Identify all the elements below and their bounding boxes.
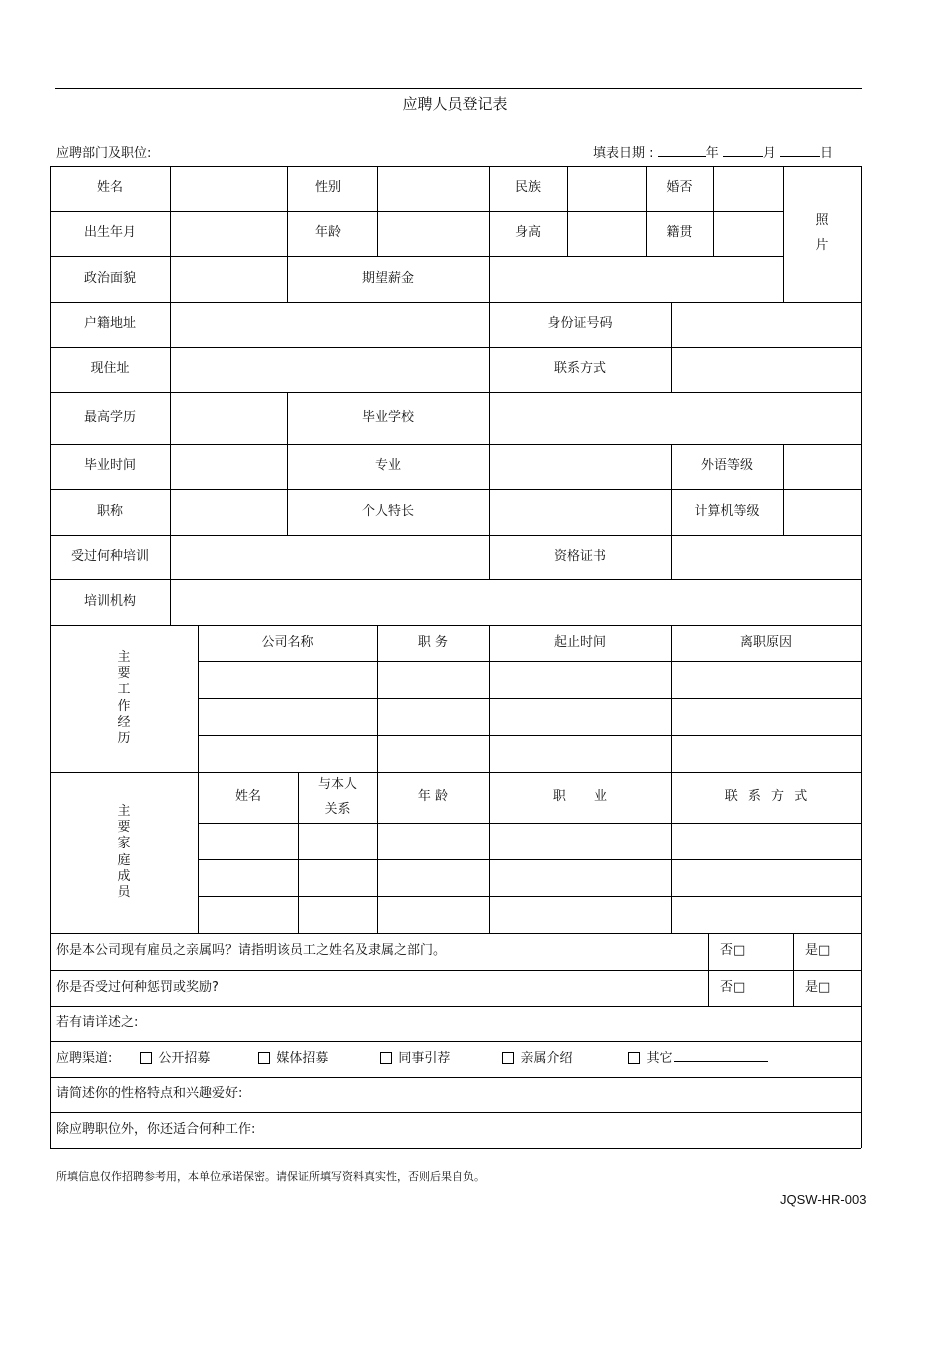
field-salary[interactable] [489, 256, 783, 302]
field-specialty[interactable] [489, 489, 671, 535]
label-foreign-lang: 外语等级 [700, 458, 753, 474]
channel-other[interactable] [628, 1047, 768, 1072]
family-row[interactable] [198, 859, 861, 896]
work-label-char: 历 [117, 731, 131, 746]
family-label-char: 员 [117, 885, 131, 900]
label-training: 受过何种培训 [70, 548, 149, 564]
field-title-rank[interactable] [170, 489, 287, 535]
work-row[interactable] [198, 661, 861, 698]
label-salary: 期望薪金 [361, 270, 414, 286]
work-label-char: 工 [117, 682, 131, 698]
channel-colleague-label: 同事引荐 [398, 1050, 451, 1066]
doc-code: JQSW-HR-003 [780, 1192, 867, 1207]
field-grad-time[interactable] [170, 444, 287, 489]
channel-other-label: 其它 [646, 1050, 673, 1066]
family-label-char: 要 [117, 820, 131, 835]
channel-public-label: 公开招募 [158, 1050, 211, 1066]
family-label-char: 主 [117, 803, 131, 819]
field-marital[interactable] [713, 166, 783, 211]
field-height[interactable] [567, 211, 646, 256]
channel-relative-label: 亲属介绍 [520, 1050, 573, 1066]
field-name[interactable] [170, 166, 287, 211]
work-header-period: 起止时间 [553, 634, 606, 650]
relative-no-checkbox[interactable]: 否□ [720, 943, 746, 959]
work-row[interactable] [198, 735, 861, 772]
family-header-contact: 联 系 方 式 [724, 789, 808, 805]
form-title: 应聘人员登记表 [402, 95, 508, 113]
checkbox-icon [502, 1052, 514, 1064]
field-ethnicity[interactable] [567, 166, 646, 211]
checkbox-icon [140, 1052, 152, 1064]
label-specialty: 个人特长 [361, 503, 414, 519]
label-title-rank: 职称 [96, 503, 123, 519]
label-hukou: 户籍地址 [83, 316, 136, 332]
field-contact[interactable] [671, 347, 861, 392]
family-header-age: 年 龄 [417, 789, 449, 805]
label-birth: 出生年月 [83, 225, 136, 241]
field-computer[interactable] [783, 489, 861, 535]
label-institution: 培训机构 [83, 593, 136, 609]
field-gender[interactable] [377, 166, 489, 211]
label-education: 最高学历 [83, 409, 136, 425]
label-gender: 性别 [315, 180, 342, 196]
work-history-label [50, 625, 198, 772]
label-major: 专业 [374, 458, 401, 474]
family-header-relation-1: 与本人 [317, 777, 357, 793]
work-header-reason: 离职原因 [739, 634, 792, 650]
field-major[interactable] [489, 444, 671, 489]
family-label-char: 家 [117, 836, 131, 852]
field-native[interactable] [713, 211, 783, 256]
label-id-number: 身份证号码 [547, 316, 613, 332]
family-header-name: 姓名 [234, 789, 261, 805]
photo-char-2: 片 [815, 238, 829, 253]
field-hukou[interactable] [170, 302, 489, 347]
field-address[interactable] [170, 347, 489, 392]
field-id-number[interactable] [671, 302, 861, 347]
label-age: 年龄 [315, 225, 342, 241]
work-row[interactable] [198, 698, 861, 735]
family-row[interactable] [198, 823, 861, 859]
label-ethnicity: 民族 [514, 180, 541, 196]
family-header-relation-2: 关系 [324, 801, 351, 817]
work-label-char: 主 [117, 649, 131, 665]
year-label: 年 [705, 146, 719, 161]
day-label: 日 [820, 146, 834, 161]
field-institution[interactable] [170, 579, 861, 625]
question-other-job[interactable]: 除应聘职位外，你还适合何种工作: [56, 1121, 256, 1137]
channel-other-blank[interactable] [674, 1047, 768, 1062]
work-label-char: 要 [117, 666, 131, 681]
dept-position-label: 应聘部门及职位: [56, 146, 152, 161]
label-computer: 计算机等级 [694, 503, 760, 519]
question-relative: 你是本公司现有雇员之亲属吗？请指明该员工之姓名及隶属之部门。 [56, 943, 447, 959]
month-label: 月 [762, 146, 776, 161]
family-label-char: 庭 [117, 852, 131, 868]
channel-media-label: 媒体招募 [276, 1050, 329, 1066]
channel-row [50, 1041, 861, 1077]
label-name: 姓名 [96, 180, 123, 196]
channel-label: 应聘渠道: [56, 1050, 113, 1066]
family-header-job: 职 业 [552, 789, 608, 805]
family-header-relation [298, 772, 377, 823]
fill-date-label: 填表日期 [593, 146, 646, 161]
footer-note: 所填信息仅作招聘参考用，本单位承诺保密。请保证所填写资料真实性，否则后果自负。 [56, 1170, 485, 1183]
checkbox-icon [628, 1052, 640, 1064]
field-school[interactable] [489, 392, 861, 444]
family-row[interactable] [198, 896, 861, 933]
label-political: 政治面貌 [83, 270, 136, 286]
label-grad-time: 毕业时间 [83, 458, 136, 474]
family-label [50, 772, 198, 933]
field-age[interactable] [377, 211, 489, 256]
work-label-char: 经 [117, 714, 131, 730]
field-training[interactable] [170, 535, 489, 579]
channel-public[interactable] [140, 1047, 210, 1072]
channel-colleague[interactable] [380, 1047, 450, 1072]
field-birth[interactable] [170, 211, 287, 256]
field-foreign-lang[interactable] [783, 444, 861, 489]
field-certificate[interactable] [671, 535, 861, 579]
label-height: 身高 [514, 225, 541, 241]
photo-char-1: 照 [815, 213, 829, 229]
channel-media[interactable] [258, 1047, 328, 1072]
label-address: 现住址 [90, 361, 130, 377]
label-native: 籍贯 [666, 225, 693, 241]
field-education[interactable] [170, 392, 287, 444]
label-certificate: 资格证书 [553, 548, 606, 564]
label-marital: 婚否 [666, 180, 693, 196]
family-label-char: 成 [117, 868, 131, 884]
label-school: 毕业学校 [361, 409, 414, 425]
relative-yes-checkbox[interactable]: 是□ [805, 943, 831, 959]
checkbox-icon [380, 1052, 392, 1064]
punish-yes-checkbox[interactable]: 是□ [805, 979, 831, 995]
checkbox-icon [258, 1052, 270, 1064]
work-header-position: 职 务 [417, 634, 449, 650]
work-header-company: 公司名称 [261, 634, 314, 650]
question-punish: 你是否受过何种惩罚或奖励? [56, 979, 219, 995]
field-political[interactable] [170, 256, 287, 302]
label-contact: 联系方式 [553, 361, 606, 377]
question-detail[interactable]: 若有请详述之: [56, 1015, 139, 1031]
channel-relative[interactable] [502, 1047, 572, 1072]
fill-date-colon: : [649, 146, 654, 161]
question-personality[interactable]: 请简述你的性格特点和兴趣爱好: [56, 1086, 243, 1102]
work-label-char: 作 [117, 698, 131, 714]
photo-box[interactable] [783, 166, 861, 302]
punish-no-checkbox[interactable]: 否□ [720, 979, 746, 995]
